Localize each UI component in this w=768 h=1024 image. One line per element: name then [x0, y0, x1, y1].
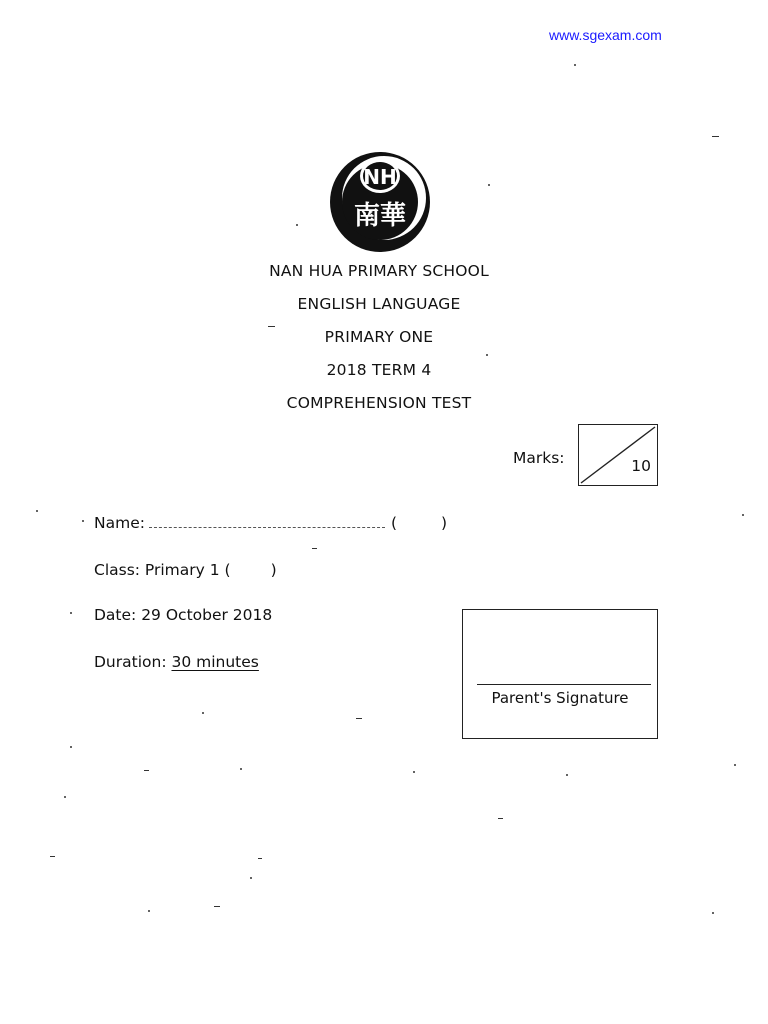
speck [742, 514, 744, 516]
watermark-link[interactable]: www.sgexam.com [549, 27, 662, 43]
name-input-line[interactable] [149, 515, 385, 528]
speck [712, 136, 719, 137]
class-field [94, 561, 277, 579]
speck [148, 910, 150, 912]
name-bracket-close: ) [441, 514, 448, 532]
speck [356, 718, 362, 719]
parent-signature-box[interactable] [462, 609, 658, 739]
class-bracket-close: ) [270, 561, 277, 579]
school-logo [324, 148, 436, 256]
speck [258, 858, 262, 859]
speck [296, 224, 298, 226]
name-bracket-open: ( [390, 514, 398, 532]
speck [413, 771, 415, 773]
duration-field [94, 653, 259, 671]
school-logo-emblem [324, 148, 436, 256]
speck [574, 64, 576, 66]
speck [498, 818, 503, 819]
paper-title: COMPREHENSION TEST [286, 394, 472, 412]
speck [250, 877, 252, 879]
level-title: PRIMARY ONE [324, 328, 434, 346]
speck [312, 548, 317, 549]
speck [64, 796, 66, 798]
marks-total: 10 [631, 457, 651, 475]
school-name: NAN HUA PRIMARY SCHOOL [269, 262, 489, 280]
duration-label: Duration: [94, 653, 167, 671]
name-field [94, 514, 447, 532]
speck [488, 184, 490, 186]
speck [712, 912, 714, 914]
speck [36, 510, 38, 512]
signature-line [477, 684, 651, 685]
speck [566, 774, 568, 776]
marks-divider [579, 425, 657, 485]
signature-label: Parent's Signature [491, 689, 629, 707]
logo-chinese: 南華 [353, 201, 407, 231]
subject-title: ENGLISH LANGUAGE [297, 295, 461, 313]
speck [70, 612, 72, 614]
marks-box [578, 424, 658, 486]
logo-initials: NH [363, 165, 397, 189]
speck [202, 712, 204, 714]
duration-value: 30 minutes [171, 653, 259, 671]
class-label: Class: Primary 1 ( [94, 561, 231, 579]
speck [82, 520, 84, 522]
speck [486, 354, 488, 356]
speck [144, 770, 149, 771]
name-label: Name: [94, 514, 145, 532]
speck [734, 764, 736, 766]
date-field: Date: 29 October 2018 [94, 606, 273, 624]
speck [240, 768, 242, 770]
speck [214, 906, 220, 907]
speck [50, 856, 55, 857]
speck [70, 746, 72, 748]
term-title: 2018 TERM 4 [326, 361, 432, 379]
marks-label: Marks: [513, 449, 565, 467]
speck [268, 326, 275, 327]
